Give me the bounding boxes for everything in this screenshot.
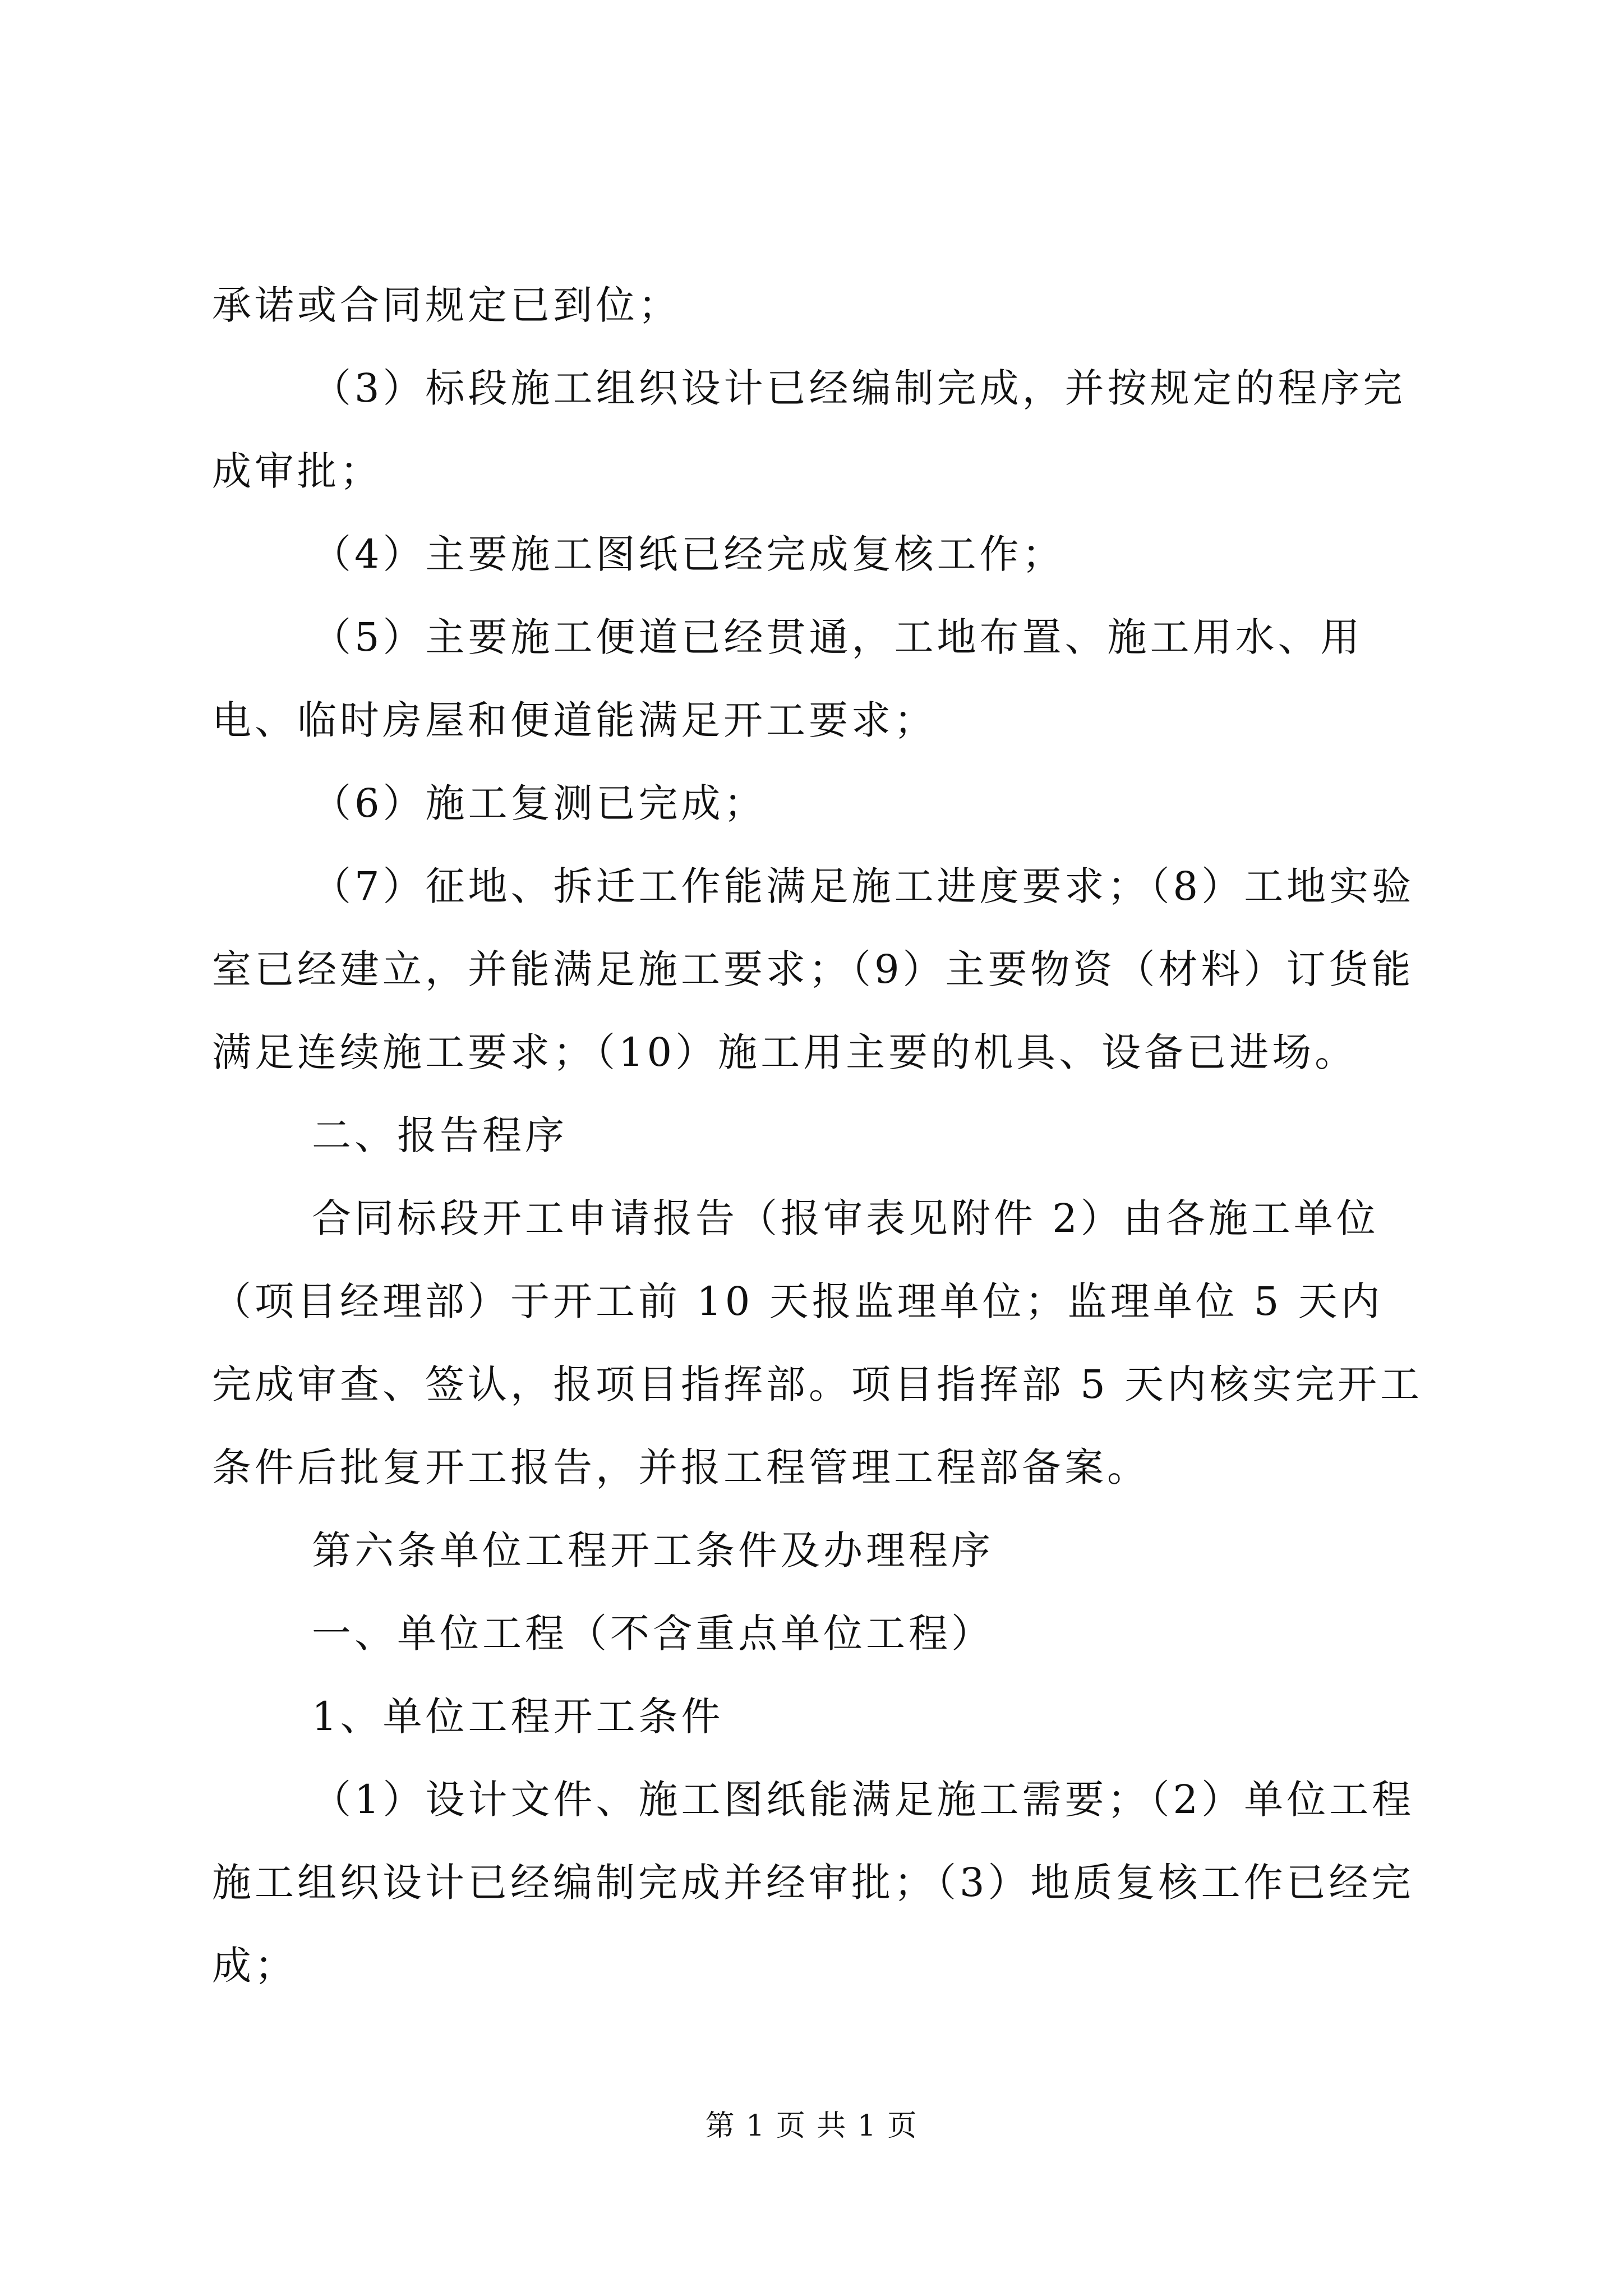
subsection-heading-start-conditions: 1、单位工程开工条件	[312, 1694, 724, 1740]
paragraph-report-procedure: 合同标段开工申请报告（报审表见附件 2）由各施工单位（项目经理部）于开工前 10 天报监理单位；监理单位 5 天内完成审查、签认，报项目指挥部。项目指挥部 5 天内核实完开工条件后批复开工报告，并报工程管理工程部备案。	[212, 1195, 1423, 1490]
section-heading-unit-works: 一、单位工程（不含重点单位工程）	[312, 1611, 994, 1657]
paragraph-continuation: 承诺或合同规定已到位；	[212, 282, 681, 328]
document-body	[212, 264, 1423, 2007]
paragraph-item-6: （6）施工复测已完成；	[312, 780, 767, 826]
article-heading-6: 第六条单位工程开工条件及办理程序	[312, 1527, 994, 1573]
paragraph-item-5: （5）主要施工便道已经贯通，工地布置、施工用水、用电、临时房屋和便道能满足开工要求；	[212, 614, 1363, 743]
section-heading-report-procedure: 二、报告程序	[312, 1112, 568, 1158]
paragraph-item-4: （4）主要施工图纸已经完成复核工作；	[312, 531, 1065, 577]
paragraph-item-3: （3）标段施工组织设计已经编制完成，并按规定的程序完成审批；	[212, 365, 1406, 494]
page-footer: 第 1 页 共 1 页	[705, 2109, 918, 2143]
paragraph-unit-conditions: （1）设计文件、施工图纸能满足施工需要；（2）单位工程施工组织设计已经编制完成并经审批；（3）地质复核工作已经完成；	[212, 1777, 1415, 1989]
paragraph-items-7-10: （7）征地、拆迁工作能满足施工进度要求；（8）工地实验室已经建立，并能满足施工要求；（9）主要物资（材料）订货能满足连续施工要求；（10）施工用主要的机具、设备已进场。	[212, 863, 1415, 1075]
